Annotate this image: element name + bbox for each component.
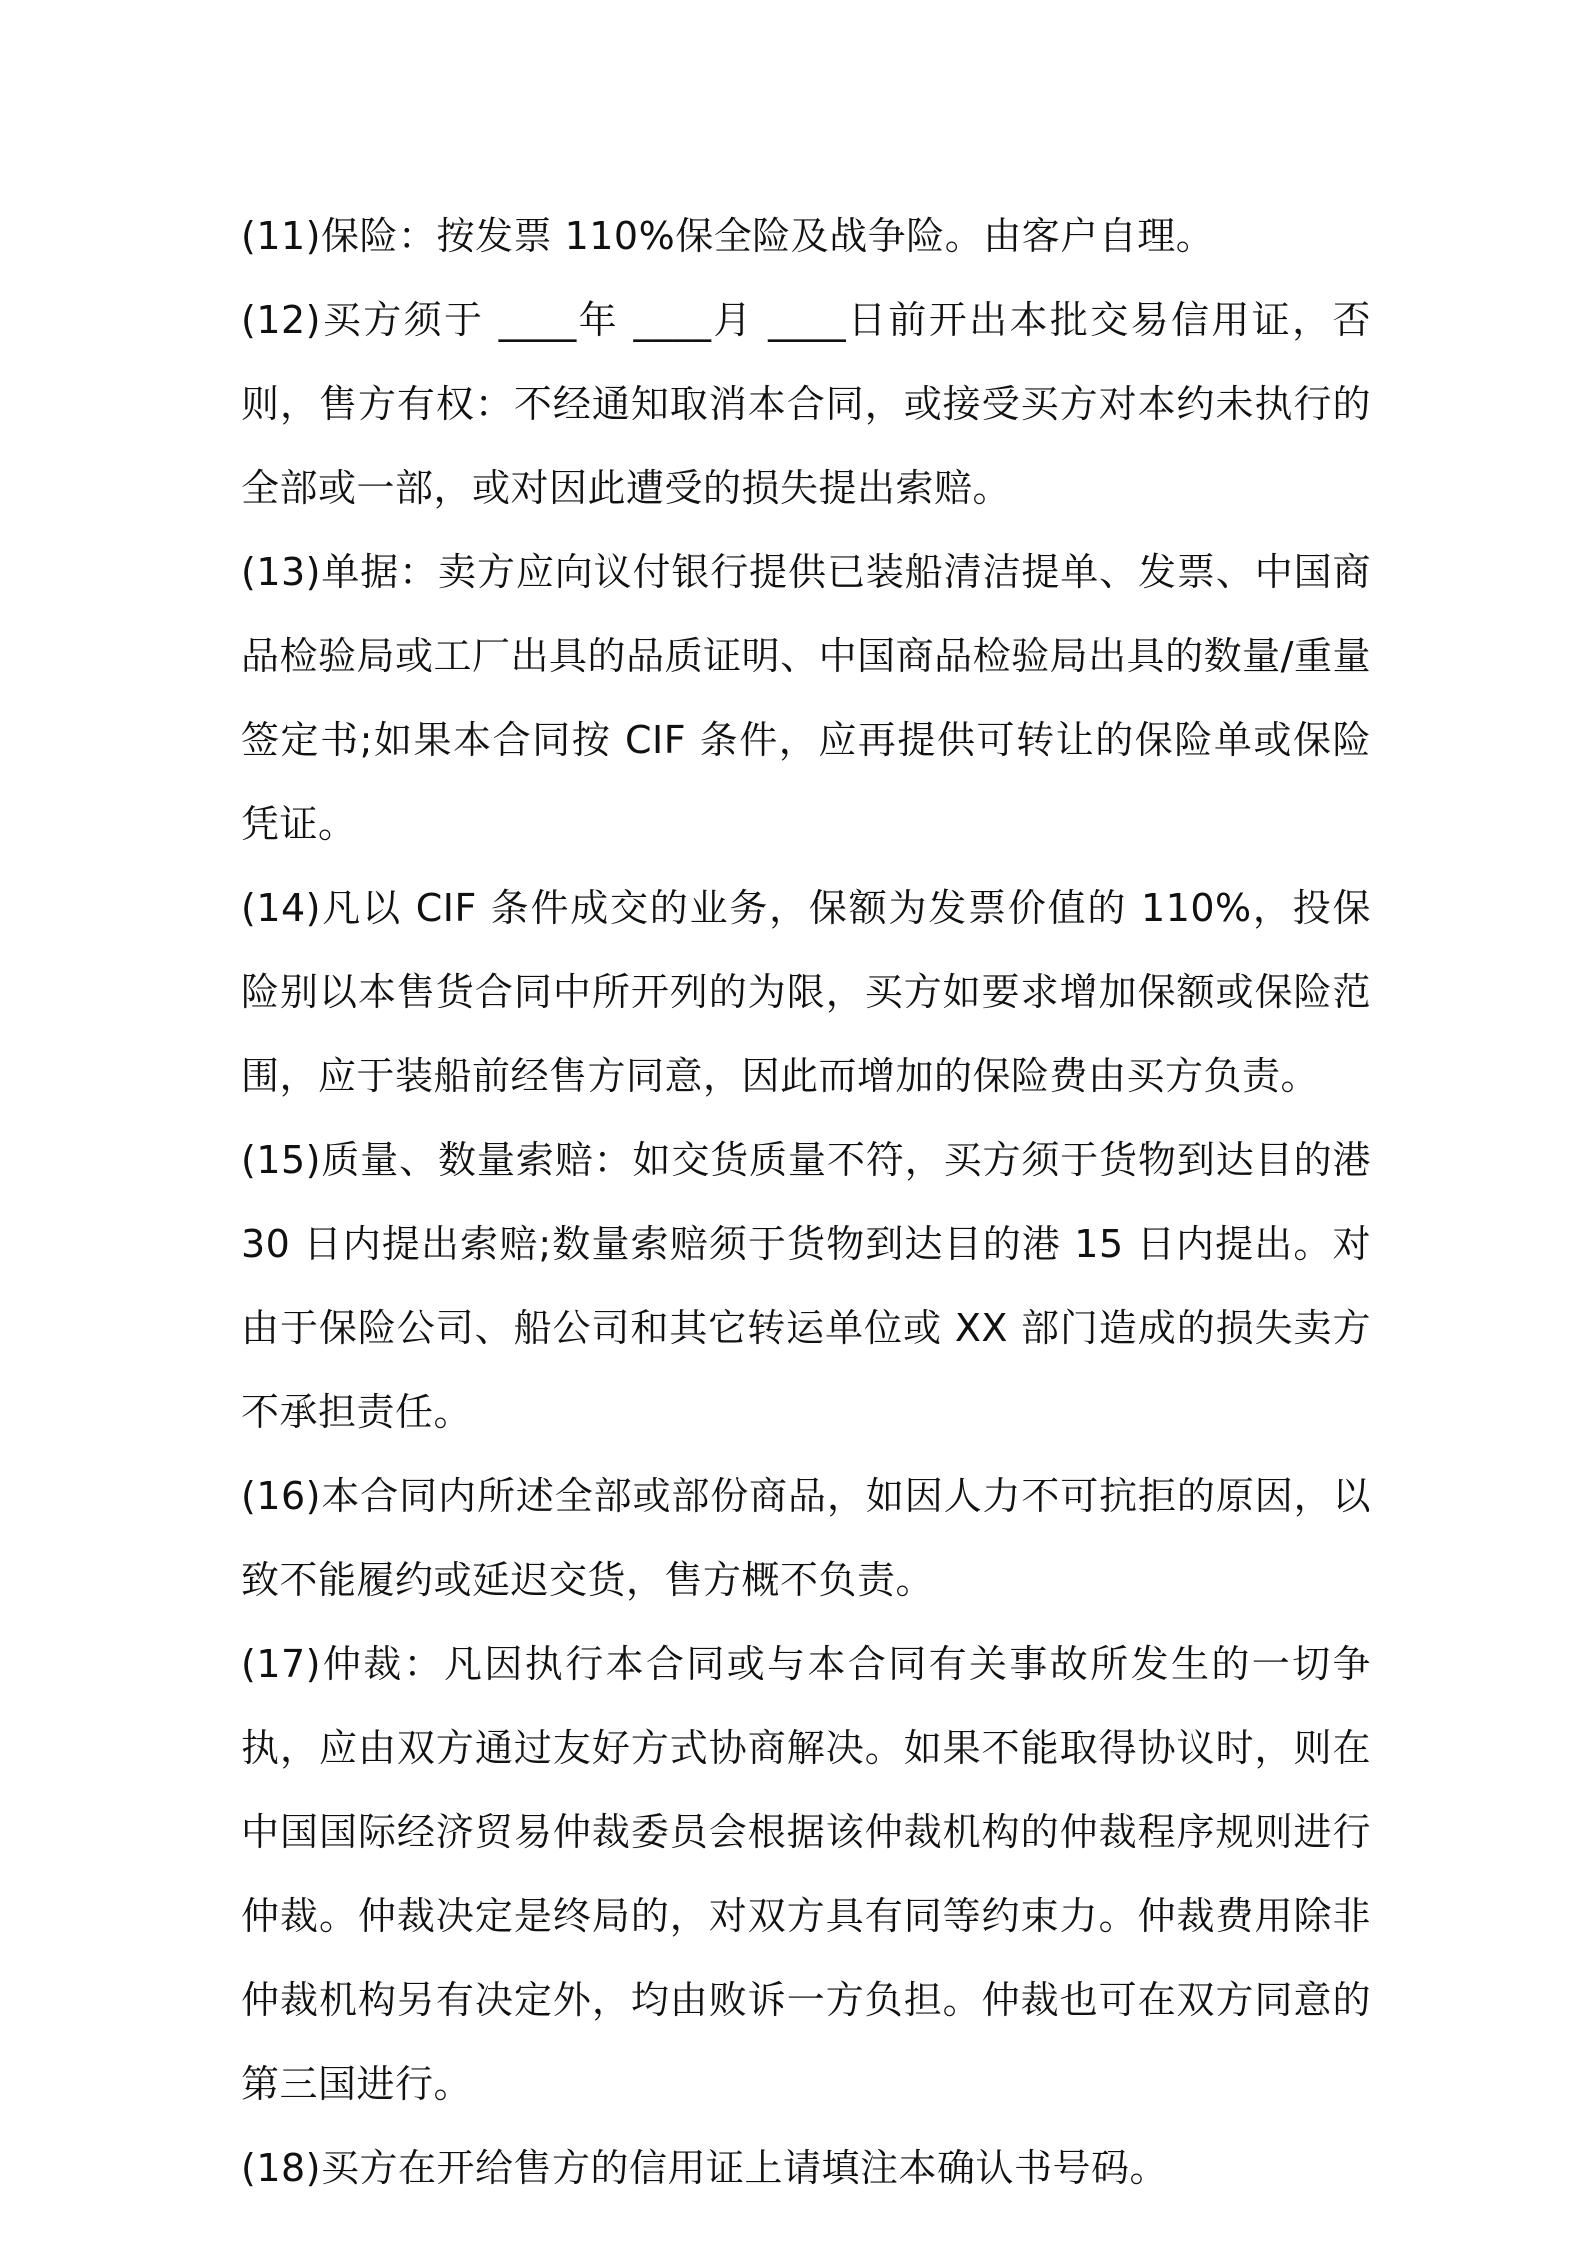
clause-11: (11)保险：按发票 110%保全险及战争险。由客户自理。	[241, 214, 1215, 258]
contract-clauses	[241, 194, 1371, 2210]
clause-16: (16)本合同内所述全部或部份商品，如因人力不可抗拒的原因，以致不能履约或延迟交货，售方概不负责。	[241, 1474, 1371, 1602]
clause-15: (15)质量、数量索赔：如交货质量不符，买方须于货物到达目的港 30 日内提出索赔;数量索赔须于货物到达目的港 15 日内提出。对由于保险公司、船公司和其它转运单位或 XX 部门造成的损失卖方不承担责任。	[241, 1138, 1371, 1434]
clause-12: (12)买方须于 ____年 ____月 ____日前开出本批交易信用证，否则，售方有权：不经通知取消本合同，或接受买方对本约未执行的全部或一部，或对因此遭受的损失提出索赔。	[241, 298, 1371, 510]
clause-18: (18)买方在开给售方的信用证上请填注本确认书号码。	[241, 2146, 1169, 2190]
clause-17: (17)仲裁：凡因执行本合同或与本合同有关事故所发生的一切争执，应由双方通过友好方式协商解决。如果不能取得协议时，则在中国国际经济贸易仲裁委员会根据该仲裁机构的仲裁程序规则进行仲裁。仲裁决定是终局的，对双方具有同等约束力。仲裁费用除非仲裁机构另有决定外，均由败诉一方负担。仲裁也可在双方同意的第三国进行。	[241, 1642, 1371, 2106]
clause-13: (13)单据：卖方应向议付银行提供已装船清洁提单、发票、中国商品检验局或工厂出具的品质证明、中国商品检验局出具的数量/重量签定书;如果本合同按 CIF 条件，应再提供可转让的保险单或保险凭证。	[241, 550, 1371, 846]
clause-14: (14)凡以 CIF 条件成交的业务，保额为发票价值的 110%，投保险别以本售货合同中所开列的为限，买方如要求增加保额或保险范围，应于装船前经售方同意，因此而增加的保险费由买方负责。	[241, 886, 1371, 1098]
